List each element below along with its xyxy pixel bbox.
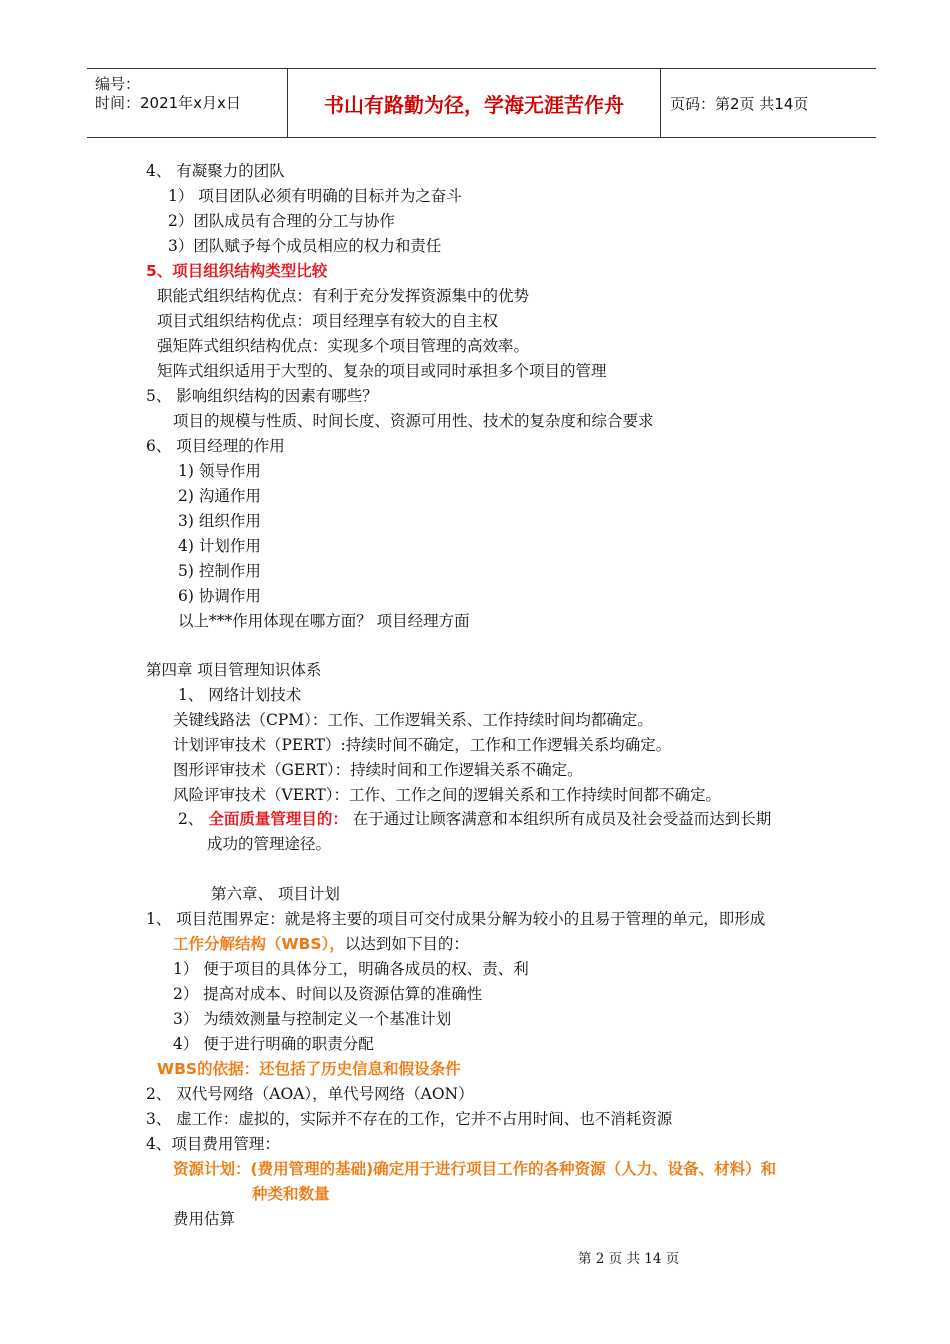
list-item: 2） 提高对成本、时间以及资源估算的准确性 [173, 985, 483, 1003]
paragraph-line: 项目的规模与性质、时间长度、资源可用性、技术的复杂度和综合要求 [173, 412, 654, 430]
paragraph-line: 3、 虚工作：虚拟的，实际并不存在的工作，它并不占用时间、也不消耗资源 [146, 1110, 673, 1128]
list-item: 1） 便于项目的具体分工，明确各成员的权、责、利 [173, 960, 529, 978]
heading-pm-role: 6、 项目经理的作用 [146, 437, 285, 455]
list-item: 3) 组织作用 [178, 512, 261, 530]
time-label: 时间：2021年x月x日 [95, 94, 241, 112]
paragraph-line: 计划评审技术（PERT）:持续时间不确定，工作和工作逻辑关系均确定。 [173, 736, 672, 754]
heading-cohesive-team: 4、 有凝聚力的团队 [146, 162, 285, 180]
heading-network-plan: 1、 网络计划技术 [178, 686, 302, 704]
paragraph-line: 图形评审技术（GERT）：持续时间和工作逻辑关系不确定。 [173, 761, 583, 779]
list-item: 6) 协调作用 [178, 587, 261, 605]
list-item: 1） 项目团队必须有明确的目标并为之奋斗 [168, 187, 462, 205]
page-footer: 第 2 页 共 14 页 [578, 1251, 680, 1267]
list-item: 4) 计划作用 [178, 537, 261, 555]
section-number: 5、 [146, 262, 173, 280]
heading-cost-management: 4、项目费用管理： [146, 1135, 280, 1153]
list-item: 4） 便于进行明确的职责分配 [173, 1035, 374, 1053]
tqm-text: 在于通过让顾客满意和本组织所有成员及社会受益而达到长期 [352, 810, 772, 828]
paragraph-line: 矩阵式组织适用于大型的、复杂的项目或同时承担多个项目的管理 [157, 362, 607, 380]
paragraph-line: 职能式组织结构优点：有利于充分发挥资源集中的优势 [157, 287, 530, 305]
header-right-cell [660, 69, 876, 137]
list-item: 3） 为绩效测量与控制定义一个基准计划 [173, 1010, 452, 1028]
page-label: 页码：第2页 共14页 [670, 94, 809, 113]
paragraph-line: 费用估算 [173, 1210, 236, 1228]
paragraph-line: 以上***作用体现在哪方面？ 项目经理方面 [178, 612, 470, 630]
header-left-cell [87, 69, 287, 137]
wbs-basis: WBS的依据：还包括了历史信息和假设条件 [157, 1060, 461, 1078]
list-item: 3）团队赋予每个成员相应的权力和责任 [168, 237, 442, 255]
paragraph-line: 2、 双代号网络（AOA），单代号网络（AON） [146, 1085, 474, 1103]
list-item: 2）团队成员有合理的分工与协作 [168, 212, 395, 230]
wbs-highlight: 工作分解结构（WBS）， [173, 935, 345, 953]
tqm-line [178, 809, 771, 829]
paragraph-line: 项目式组织结构优点：项目经理享有较大的自主权 [157, 312, 499, 330]
list-item: 2) 沟通作用 [178, 487, 261, 505]
motto: 书山有路勤为径，学海无涯苦作舟 [287, 69, 661, 137]
wbs-line [173, 934, 469, 954]
paragraph-line: 强矩阵式组织结构优点：实现多个项目管理的高效率。 [157, 337, 530, 355]
chapter-six-title: 第六章、 项目计划 [211, 885, 340, 903]
paragraph-line: 成功的管理途径。 [207, 835, 332, 853]
wbs-text: 以达到如下目的： [344, 935, 469, 953]
heading-org-structure-compare [146, 261, 327, 281]
chapter-four-title: 第四章 项目管理知识体系 [146, 661, 322, 679]
heading-org-factors: 5、 影响组织结构的因素有哪些？ [146, 387, 378, 405]
resource-plan-line: 资源计划：(费用管理的基础)确定用于进行项目工作的各种资源（人力、设备、材料）和 [173, 1160, 777, 1178]
paragraph-line: 关键线路法（CPM）：工作、工作逻辑关系、工作持续时间均都确定。 [173, 711, 653, 729]
list-item: 1) 领导作用 [178, 462, 261, 480]
resource-plan-line-cont: 种类和数量 [252, 1185, 330, 1203]
section-number: 2、 [178, 810, 204, 828]
paragraph-line: 风险评审技术（VERT）：工作、工作之间的逻辑关系和工作持续时间都不确定。 [173, 786, 721, 804]
list-item: 5) 控制作用 [178, 562, 261, 580]
page-header [87, 68, 876, 138]
tqm-heading: 全面质量管理目的： [208, 810, 348, 828]
number-label: 编号： [95, 75, 141, 93]
heading-text: 项目组织结构类型比较 [172, 262, 328, 280]
paragraph-line: 1、 项目范围界定：就是将主要的项目可交付成果分解为较小的且易于管理的单元，即形成 [146, 910, 766, 928]
